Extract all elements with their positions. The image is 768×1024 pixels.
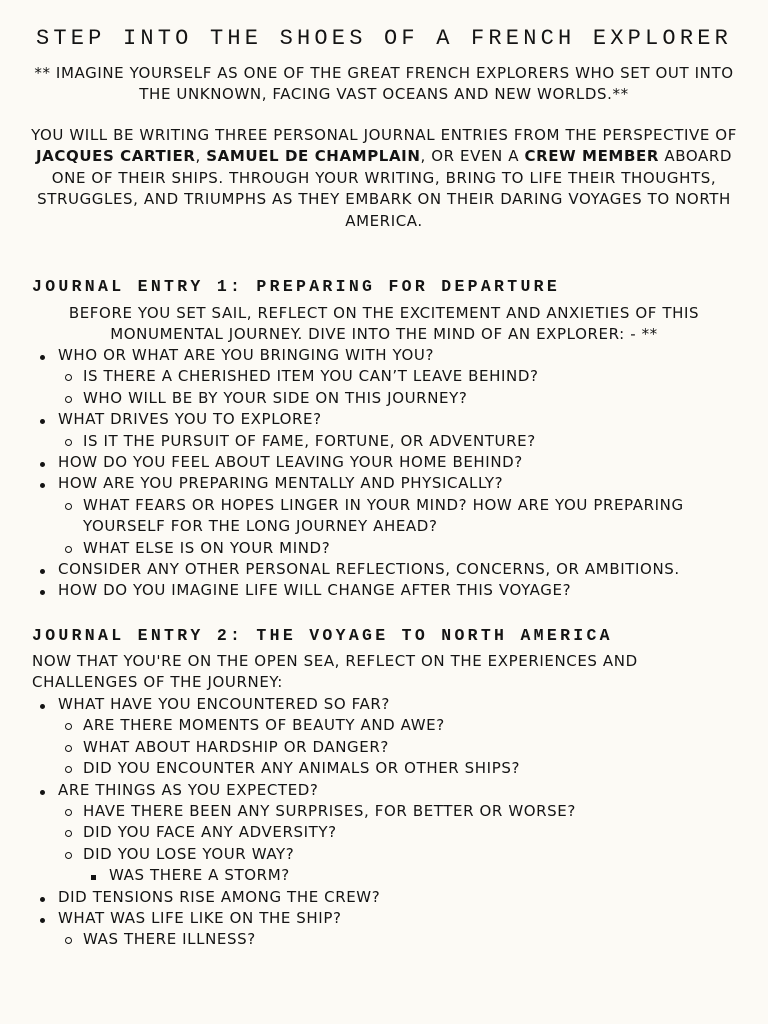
bullet-disc-icon [40, 580, 45, 601]
explorer-name-champlain: SAMUEL DE CHAMPLAIN [206, 147, 421, 166]
intro-sep: , [195, 147, 207, 166]
list-item [32, 865, 742, 886]
bullet-circle-icon [65, 758, 72, 779]
explorer-name-cartier: JACQUES CARTIER [35, 147, 196, 166]
bullet-circle-icon [65, 538, 72, 559]
list-item-text: IS IT THE PURSUIT OF FAME, FORTUNE, OR ADVENTURE? [83, 431, 536, 450]
list-item [32, 908, 742, 929]
list-item-text: WAS THERE A STORM? [109, 866, 290, 885]
bullet-square-icon [91, 865, 96, 886]
bullet-circle-icon [65, 801, 72, 822]
bullet-circle-icon [65, 929, 72, 950]
list-item [32, 801, 742, 822]
list-item [32, 559, 742, 580]
bullet-disc-icon [40, 409, 45, 430]
list-item-text: HOW ARE YOU PREPARING MENTALLY AND PHYSICALLY? [58, 474, 504, 493]
bullet-circle-icon [65, 844, 72, 865]
bullet-disc-icon [40, 887, 45, 908]
list-item-text: ARE THINGS AS YOU EXPECTED? [58, 780, 319, 799]
intro-text-a: YOU WILL BE WRITING THREE PERSONAL JOURNAL ENTRIES FROM THE PERSPECTIVE OF [31, 126, 737, 144]
list-item [32, 409, 742, 430]
list-item-text: DID TENSIONS RISE AMONG THE CREW? [58, 887, 381, 906]
list-item [32, 388, 742, 409]
intro-text-b: , OR EVEN A [420, 147, 525, 166]
bullet-circle-icon [65, 495, 72, 516]
list-item-text: WHAT WAS LIFE LIKE ON THE SHIP? [58, 909, 342, 928]
list-item-text: DID YOU ENCOUNTER ANY ANIMALS OR OTHER SHIPS? [83, 759, 521, 778]
bullet-circle-icon [65, 822, 72, 843]
list-item [32, 694, 742, 715]
list-item-text: ARE THERE MOMENTS OF BEAUTY AND AWE? [83, 716, 445, 735]
intro-text-c: ABOARD ONE OF THEIR SHIPS. THROUGH YOUR WRITING, BRING TO LIFE THEIR THOUGHTS, STRUGGLES, AND TRIUMPHS AS THEY EMBARK ON THEIR DARING VOYAGES TO NORTH AMERICA. [37, 147, 733, 230]
bullet-disc-icon [40, 908, 45, 929]
list-item [32, 495, 742, 538]
list-item-text: WAS THERE ILLNESS? [83, 930, 256, 949]
list-item-text: DID YOU FACE ANY ADVERSITY? [83, 823, 337, 842]
list-item-text: WHAT DRIVES YOU TO EXPLORE? [58, 410, 322, 429]
list-item [32, 887, 742, 908]
list-item-text: HOW DO YOU IMAGINE LIFE WILL CHANGE AFTER THIS VOYAGE? [58, 581, 572, 600]
list-item-text: WHO OR WHAT ARE YOU BRINGING WITH YOU? [58, 346, 435, 364]
list-item-text: WHO WILL BE BY YOUR SIDE ON THIS JOURNEY? [83, 388, 468, 407]
list-item-text: WHAT ABOUT HARDSHIP OR DANGER? [83, 737, 389, 756]
entry1-question-list [32, 345, 742, 602]
entry2-question-list [32, 694, 742, 951]
list-item [32, 780, 742, 801]
crew-member-label: CREW MEMBER [524, 147, 659, 166]
bullet-disc-icon [40, 473, 45, 494]
list-item [32, 580, 742, 601]
bullet-disc-icon [40, 780, 45, 801]
intro-imagine: ** IMAGINE YOURSELF AS ONE OF THE GREAT FRENCH EXPLORERS WHO SET OUT INTO THE UNKNOWN, FACING VAST OCEANS AND NEW WORLDS.** [34, 64, 734, 104]
bullet-disc-icon [40, 345, 45, 366]
bullet-disc-icon [40, 452, 45, 473]
entry2-heading: JOURNAL ENTRY 2: THE VOYAGE TO NORTH AMERICA [32, 626, 613, 645]
list-item [32, 538, 742, 559]
bullet-circle-icon [65, 431, 72, 452]
list-item [32, 844, 742, 865]
entry2-lead: NOW THAT YOU'RE ON THE OPEN SEA, REFLECT ON THE EXPERIENCES AND CHALLENGES OF THE JOURNEY: [32, 652, 638, 692]
bullet-disc-icon [40, 559, 45, 580]
intro-assignment [30, 125, 738, 232]
list-item-text: WHAT ELSE IS ON YOUR MIND? [83, 538, 331, 557]
list-item [32, 929, 742, 950]
list-item [32, 431, 742, 452]
bullet-circle-icon [65, 366, 72, 387]
list-item-text: WHAT HAVE YOU ENCOUNTERED SO FAR? [58, 695, 390, 713]
list-item [32, 758, 742, 779]
page-title: STEP INTO THE SHOES OF A FRENCH EXPLORER [35, 26, 733, 51]
bullet-disc-icon [40, 694, 45, 715]
bullet-circle-icon [65, 737, 72, 758]
list-item-text: HAVE THERE BEEN ANY SURPRISES, FOR BETTER OR WORSE? [83, 802, 576, 821]
entry1-lead: BEFORE YOU SET SAIL, REFLECT ON THE EXCITEMENT AND ANXIETIES OF THIS MONUMENTAL JOURNEY. DIVE INTO THE MIND OF AN EXPLORER: - ** [68, 304, 700, 344]
list-item-text: WHAT FEARS OR HOPES LINGER IN YOUR MIND? HOW ARE YOU PREPARING YOURSELF FOR THE LONG JOURNEY AHEAD? [83, 495, 684, 536]
list-item-text: CONSIDER ANY OTHER PERSONAL REFLECTIONS, CONCERNS, OR AMBITIONS. [58, 560, 680, 579]
list-item [32, 473, 742, 494]
bullet-circle-icon [65, 715, 72, 736]
bullet-circle-icon [65, 388, 72, 409]
list-item-text: HOW DO YOU FEEL ABOUT LEAVING YOUR HOME BEHIND? [58, 453, 523, 472]
list-item [32, 737, 742, 758]
list-item [32, 715, 742, 736]
list-item [32, 366, 742, 387]
entry1-heading: JOURNAL ENTRY 1: PREPARING FOR DEPARTURE [32, 277, 561, 296]
list-item-text: IS THERE A CHERISHED ITEM YOU CAN’T LEAVE BEHIND? [83, 367, 539, 386]
list-item [32, 822, 742, 843]
list-item [32, 345, 742, 366]
list-item [32, 452, 742, 473]
list-item-text: DID YOU LOSE YOUR WAY? [83, 844, 295, 863]
